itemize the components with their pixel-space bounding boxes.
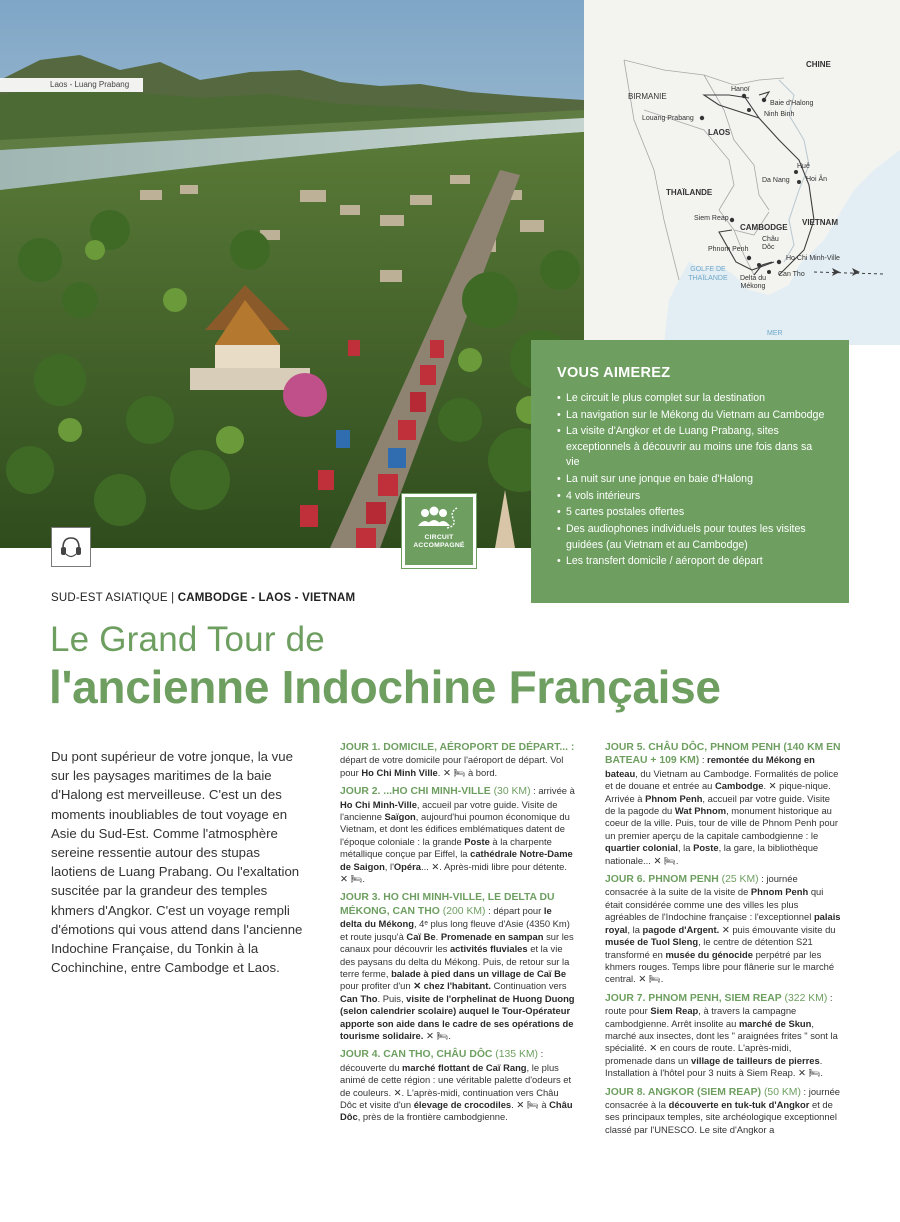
group-travel-icon bbox=[417, 504, 461, 534]
photo-caption: Laos - Luang Prabang bbox=[0, 78, 143, 92]
itinerary-day-6: JOUR 6. PHNOM PENH (25 KM) : journée consacrée à la suite de la visite de Phnom Penh qui était considérée comme une des villes les plus agréables de l'Indochine française : l'exceptionnel palais royal, la pagode d'Argent. ✕ puis émouvante visite du musée de Tuol Sleng, le centre de détention S21 transformé en musée du génocide perpétré par les khmers rouges. Temps libre pour flânerie sur le marché central. ✕ 🛏. bbox=[605, 873, 841, 985]
itinerary-day-8: JOUR 8. ANGKOR (SIEM REAP) (50 KM) : journée consacrée à la découverte en tuk-tuk d'Angkor et de ses principaux temples, site archéologique exceptionnel classé par l'UNESCO. Le site d'Angkor a bbox=[605, 1085, 841, 1135]
day-heading: JOUR 6. PHNOM PENH bbox=[605, 874, 719, 886]
map-city-hue: Huê bbox=[797, 163, 810, 170]
itinerary-day-3: JOUR 3. HO CHI MINH-VILLE, LE DELTA DU MÉKONG, CAN THO (200 KM) : départ pour le delta du Mékong, 4ᵉ plus long fleuve d'Asie (4350 Km) et route jusqu'à Caï Be. Promenade en sampan sur les canaux pour découvrir les activités fluviales et la vie des paysans du delta du Mékong. Puis, de retour sur la terre ferme, balade à pied dans un village de Caï Be pour profiter d'un ✕ chez l'habitant. Continuation vers Can Tho. Puis, visite de l'orphelinat de Huong Duong (selon calendrier scolaire) auquel le Tour-Opérateur apporte son aide dans le cadre de ses opérations de tourisme solidaire. ✕ 🛏. bbox=[340, 892, 575, 1041]
map-label-laos: LAOS bbox=[708, 128, 731, 137]
page-title-line2: l'ancienne Indochine Française bbox=[49, 661, 721, 713]
day-heading: JOUR 5. CHÂU DÔC, PHNOM PENH (140 KM EN BATEAU + 109 KM) bbox=[605, 742, 841, 767]
itinerary-column-2 bbox=[605, 741, 841, 1142]
map-label-birmanie: BIRMANIE bbox=[628, 92, 667, 101]
region-countries: CAMBODGE - LAOS - VIETNAM bbox=[177, 592, 356, 604]
hero-photo bbox=[0, 0, 584, 548]
day-distance: (50 KM) bbox=[761, 1086, 801, 1098]
map-label-vietnam: VIETNAM bbox=[802, 218, 838, 227]
day-heading: JOUR 8. ANGKOR (SIEM REAP) bbox=[605, 1086, 762, 1098]
map-city-halong: Baie d'Halong bbox=[770, 100, 814, 107]
circuit-accompagne-badge bbox=[402, 494, 476, 568]
highlight-item: • La navigation sur le Mékong du Vietnam au Cambodge bbox=[557, 408, 827, 424]
map-city-siemreap: Siem Reap bbox=[694, 215, 729, 222]
day-distance: (322 KM) bbox=[781, 992, 828, 1004]
map-label-golfe: GOLFE DE THAÏLANDE bbox=[688, 266, 728, 282]
day-heading: JOUR 4. CAN THO, CHÂU DÔC bbox=[340, 1049, 493, 1061]
day-distance: (30 KM) bbox=[490, 786, 531, 798]
itinerary-day-5: JOUR 5. CHÂU DÔC, PHNOM PENH (140 KM EN BATEAU + 109 KM) : remontée du Mékong en bateau, du Vietnam au Cambodge. Formalités de police et de douane et entrée au Cambodge. ✕ pique-nique. Arrivée à Phnom Penh, accueil par votre guide. Visite de la pagode du Wat Phnom, monument historique au coeur de la ville. Puis, tour de ville de Phnom Penh pour un premier aperçu de la capitale cambodgienne : le quartier colonial, la Poste, la gare, la bibliothèque nationale... ✕ 🛏. bbox=[605, 742, 841, 866]
map-city-hoian: Hoi Ân bbox=[806, 176, 828, 183]
map-label-china: CHINE bbox=[806, 60, 831, 69]
highlight-item: • 5 cartes postales offertes bbox=[557, 505, 827, 521]
highlight-item: • La visite d'Angkor et de Luang Prabang, sites exceptionnels à découvrir au moins une fois dans sa vie bbox=[557, 424, 827, 471]
map-city-ninhbinh: Ninh Binh bbox=[764, 111, 795, 118]
highlights-box bbox=[531, 340, 849, 603]
day-heading: JOUR 7. PHNOM PENH, SIEM REAP bbox=[605, 992, 782, 1004]
map-city-delta: Delta du Mékong bbox=[739, 275, 767, 290]
itinerary-day-2: JOUR 2. ...HO CHI MINH-VILLE (30 KM) : arrivée à Ho Chi Minh-Ville, accueil par votre guide. Visite de l'ancienne Saïgon, aujourd'hui poumon économique du Vietnam, et dont les édifices emblématiques datent de l'époque coloniale : la grande Poste à la charpente métallique conçue par Eiffel, la cathédrale Notre-Dame de Saigon, l'Opéra... ✕. Après-midi libre pour détente. ✕ 🛏. bbox=[340, 785, 575, 885]
map-city-luangprabang: Louang Prabang bbox=[642, 115, 694, 122]
map-label-mer: MER bbox=[767, 330, 783, 337]
map-label-cambodge: CAMBODGE bbox=[740, 223, 788, 232]
region-separator: | bbox=[171, 592, 175, 604]
itinerary-map bbox=[584, 0, 900, 345]
region-heading bbox=[51, 592, 355, 604]
day-distance: (135 KM) bbox=[492, 1049, 539, 1061]
highlight-item: • Le circuit le plus complet sur la destination bbox=[557, 391, 827, 407]
circuit-badge-line1: CIRCUIT bbox=[424, 534, 454, 541]
map-city-hochiminh: Ho Chi Minh-Ville bbox=[786, 255, 840, 262]
highlights-title: VOUS AIMEREZ bbox=[557, 365, 671, 381]
region-name: SUD-EST ASIATIQUE bbox=[51, 592, 168, 604]
highlight-item: • Des audiophones individuels pour toutes les visites guidées (au Vietnam et au Cambodge) bbox=[557, 522, 827, 553]
day-heading: JOUR 2. ...HO CHI MINH-VILLE bbox=[340, 786, 491, 798]
itinerary-day-4: JOUR 4. CAN THO, CHÂU DÔC (135 KM) : découverte du marché flottant de Caï Rang, le plus animé de cette région : une véritable palette d'odeurs et de couleurs. ✕. L'après-midi, continuation vers Châu Dôc et visite d'un élevage de crocodiles. ✕ 🛏 à Châu Dôc, près de la frontière cambodgienne. bbox=[340, 1048, 573, 1123]
map-drawing bbox=[584, 0, 900, 345]
highlight-item: • Les transfert domicile / aéroport de départ bbox=[557, 554, 827, 570]
map-label-thailande: THAÏLANDE bbox=[666, 188, 713, 197]
map-city-cantho: Can Tho bbox=[778, 271, 805, 278]
day-distance: (25 KM) bbox=[718, 874, 759, 886]
map-city-chaudoc: Châu Dôc bbox=[762, 236, 779, 251]
audiophone-icon bbox=[56, 532, 86, 562]
circuit-badge-line2: ACCOMPAGNÉ bbox=[413, 542, 465, 549]
intro-paragraph: Du pont supérieur de votre jonque, la vue sur les paysages maritimes de la baie d'Halong est merveilleuse. C'est un des moments inoubliables de tout voyage en Asie du Sud-Est. Comme l'atmosphère sereine ressentie autour des stupas laotiens de Luang Prabang. Ou l'exaltation suscitée par la grandeur des temples khmers d'Angkor. C'est un voyage rempli d'émotions qui vous attend dans l'ancienne Indochine Française, du Tonkin à la Cochinchine, entre Cambodge et Laos. bbox=[51, 749, 303, 976]
audiophone-badge bbox=[51, 527, 91, 567]
page-title-line1: Le Grand Tour de bbox=[50, 620, 325, 659]
map-city-danang: Da Nang bbox=[762, 177, 790, 184]
map-city-phnompenh: Phnom Penh bbox=[708, 246, 749, 253]
highlight-item: • 4 vols intérieurs bbox=[557, 489, 827, 505]
highlight-item: • La nuit sur une jonque en baie d'Halong bbox=[557, 472, 827, 488]
day-heading: JOUR 3. HO CHI MINH-VILLE, LE DELTA DU MÉKONG, CAN THO bbox=[340, 892, 555, 917]
itinerary-column-1 bbox=[340, 741, 576, 1130]
itinerary-day-7: JOUR 7. PHNOM PENH, SIEM REAP (322 KM) : route pour Siem Reap, à travers la campagne cambodgienne. Arrêt insolite au marché de Skun, marché aux insectes, dont les " araignées frites " sont la spécialité. ✕ en cours de route. L'après-midi, promenade dans un village de tailleurs de pierres. Installation à l'hôtel pour 3 nuits à Siem Reap. ✕ 🛏. bbox=[605, 991, 838, 1079]
day-distance: (200 KM) bbox=[439, 905, 486, 917]
day-heading: JOUR 1. DOMICILE, AÉROPORT DE DÉPART... : bbox=[340, 742, 575, 753]
highlights-list bbox=[557, 391, 827, 570]
map-city-hanoi: Hanoï bbox=[731, 86, 750, 93]
itinerary-day-1: JOUR 1. DOMICILE, AÉROPORT DE DÉPART... : départ de votre domicile pour l'aéroport de départ. Vol pour Ho Chi Minh Ville. ✕ 🛏 à bord. bbox=[340, 742, 575, 778]
